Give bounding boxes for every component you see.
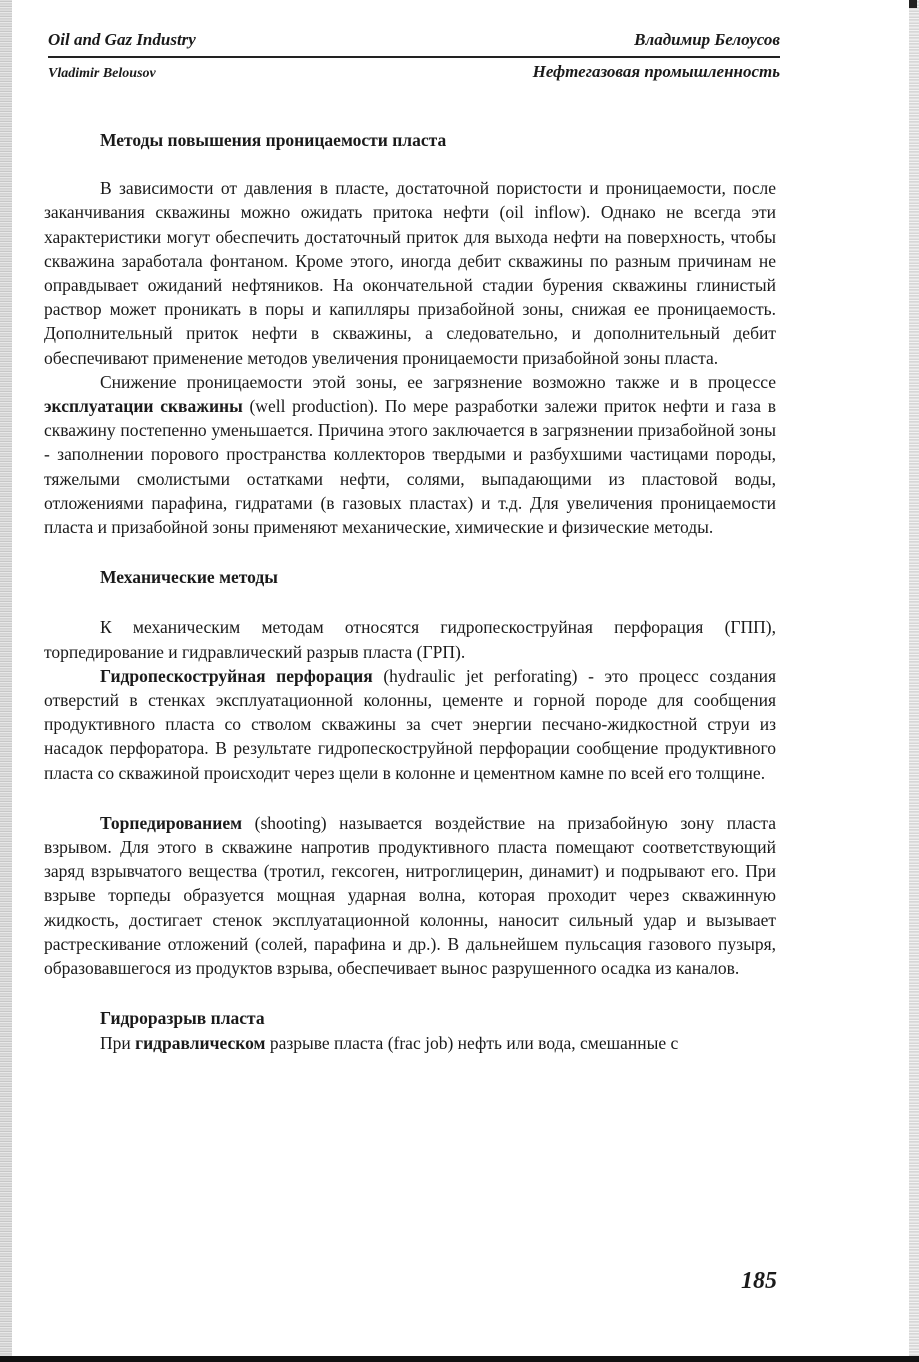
header-row-bottom xyxy=(48,58,780,88)
journal-title-en: Oil and Gaz Industry xyxy=(48,30,196,49)
author-name-ru: Владимир Белоусов xyxy=(634,30,780,49)
term-well-production: эксплуатации скважины xyxy=(44,396,243,417)
text-span: разрыве пласта (frac job) нефть или вода, смешанные с xyxy=(265,1032,679,1053)
section-heading-permeability: Методы повышения проницаемости пласта xyxy=(100,130,447,150)
page-number: 185 xyxy=(741,1268,777,1294)
section-heading-mechanical: Механические методы xyxy=(100,567,278,588)
text-span: При xyxy=(100,1032,136,1053)
text-span: Снижение проницаемости этой зоны, ее загрязнение возможно также и в процессе xyxy=(100,371,776,392)
scan-edge-bottom xyxy=(0,1356,919,1362)
term-jet-perforating: Гидропескоструйная перфорация xyxy=(100,665,373,686)
term-shooting: Торпедированием xyxy=(100,812,243,833)
author-name-en: Vladimir Belousov xyxy=(48,66,156,81)
page-body xyxy=(44,128,776,1055)
scan-edge-right xyxy=(909,0,919,1362)
paragraph-jet-perforating xyxy=(44,664,776,785)
paragraph-permeability-intro: В зависимости от давления в пласте, достаточной пористости и проницаемости, после заканчивания скважины можно ожидать притока нефти (oil inflow). Однако не всегда эти характеристики могут обеспечить достаточный приток для выхода нефти на поверхность, чтобы скважина заработала фонтаном. Кроме этого, иногда дебит скважины по разным причинам не оправдывает ожиданий нефтяников. На окончательной стадии бурения скважины глинистый раствор может проникать в поры и капилляры призабойной зоны, снижая ее проницаемость. Дополнительный приток нефти в скважины, а следовательно, и дополнительный дебит обеспечивают применение методов увеличения проницаемости призабойной зоны пласта. xyxy=(44,178,776,368)
section-heading-fracturing: Гидроразрыв пласта xyxy=(100,1008,265,1029)
header-row-top xyxy=(48,30,780,58)
running-header xyxy=(48,30,780,88)
paragraph-permeability-reduction xyxy=(44,370,776,539)
paragraph-fracturing xyxy=(44,1031,776,1055)
text-span: (well production). По мере разработки залежи приток нефти и газа в скважину постепенно уменьшается. Причина этого заключается в загрязнении призабойной зоны - заполнении порового пространства коллекторов твердыми и разбухшими частицами породы, тяжелыми смолистыми остатками нефти, солями, выпадающими из пластовой воды, отложениями парафина, гидратами (в газовых пластах) и т.д. Для увеличения проницаемости пласта и призабойной зоны применяют механические, химические и физические методы. xyxy=(44,396,776,538)
paragraph-mechanical-intro: К механическим методам относятся гидропескоструйная перфорация (ГПП), торпедирование и гидравлический разрыв пласта (ГРП). xyxy=(44,617,776,662)
journal-title-ru: Нефтегазовая промышленность xyxy=(532,62,780,81)
paragraph-shooting xyxy=(44,811,776,980)
term-hydraulic: гидравлическом xyxy=(135,1032,266,1053)
scan-edge-left xyxy=(0,0,12,1362)
text-span: (hydraulic jet perforating) - это процесс создания отверстий в стенках эксплуатационной колонны, цементе и горной породе для сообщения продуктивного пласта со стволом скважины за счет энергии песчано-жидкостной струи из насадок перфоратора. В результате гидропескоструйной перфорации сообщение продуктивного пласта со скважиной происходит через щели в колонне и цементном камне по всей его толщине. xyxy=(44,665,776,783)
scan-corner-mark xyxy=(909,0,917,8)
text-span: (shooting) называется воздействие на призабойную зону пласта взрывом. Для этого в скважине напротив продуктивного пласта помещают соответствующий заряд взрывчатого вещества (тротил, гексоген, нитроглицерин, динамит) и подрывают его. При взрыве торпеды образуется мощная ударная волна, которая проходит через скважинную жидкость, достигает стенок эксплуатационной колонны, наносит сильный удар и вызывает растрескивание отложений (солей, парафина и др.). В дальнейшем пульсация газового пузыря, образовавшегося из продуктов взрыва, обеспечивает вынос разрушенного осадка из каналов. xyxy=(44,812,776,979)
